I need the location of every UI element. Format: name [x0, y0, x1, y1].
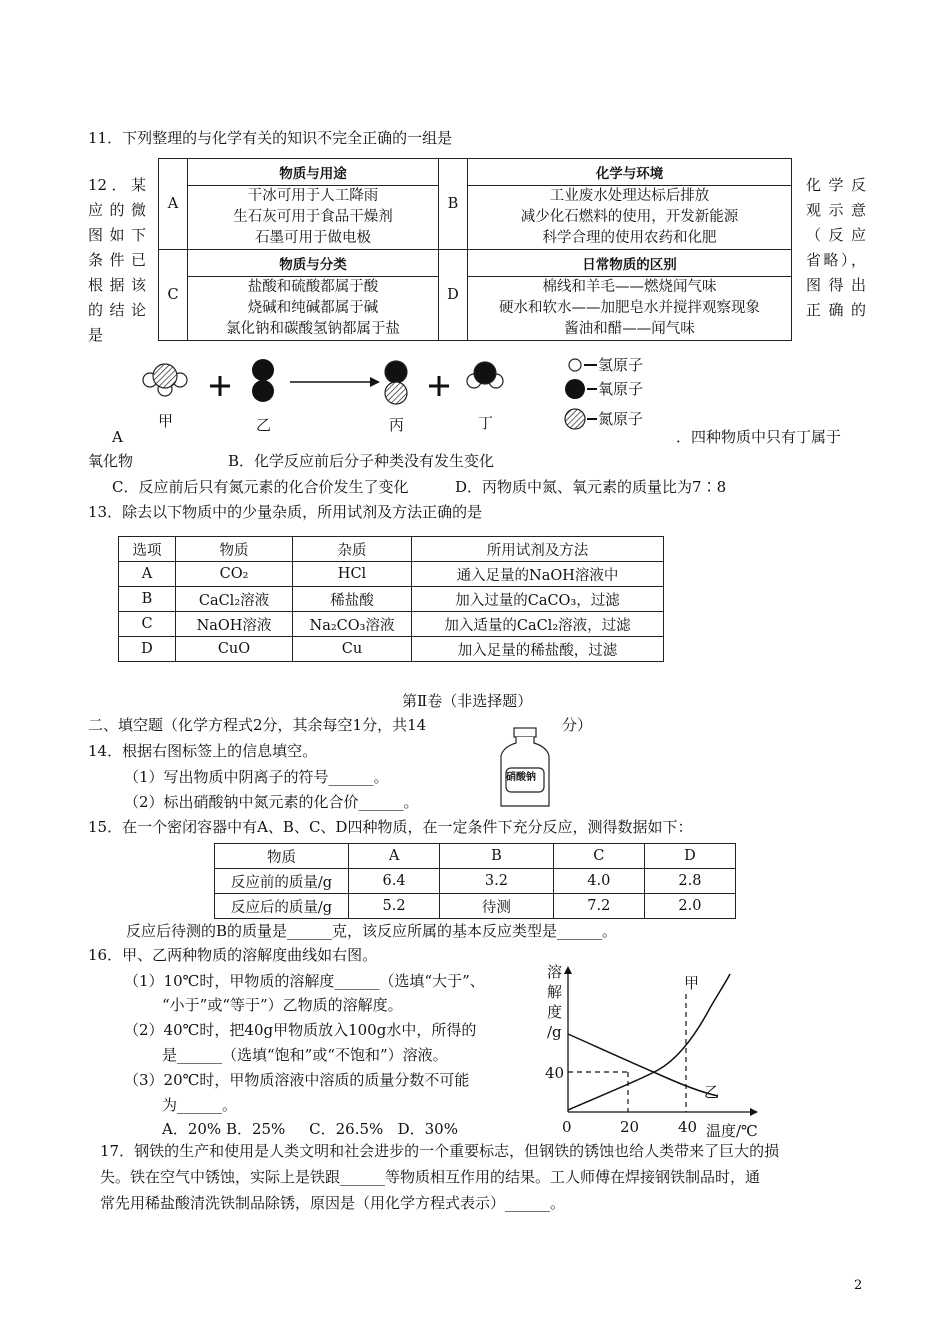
legend-nitrogen-label: 氮原子: [598, 410, 644, 428]
q11-body-c: 盐酸和硫酸都属于酸 烧碱和纯碱都属于碱 氯化钠和碳酸氢钠都属于盐: [188, 277, 439, 341]
q12-reaction-diagram: [138, 356, 858, 436]
q11-body-b: 工业废水处理达标后排放 减少化石燃料的使用，开发新能源 科学合理的使用农药和化肥: [468, 186, 792, 250]
bottle-icon: [498, 726, 552, 810]
plus-icon: [429, 376, 449, 396]
label-jia: 甲: [158, 412, 174, 430]
chart-xlabel: 温度/℃: [706, 1122, 758, 1140]
molecule-ding: [467, 362, 503, 388]
arrow-icon: [290, 377, 380, 387]
q11-head-d: 日常物质的区别: [468, 250, 792, 277]
q11-label-a: A: [159, 159, 188, 250]
molecule-jia: [143, 364, 187, 396]
q12-option-a-cont: 氧化物: [88, 452, 134, 470]
chart-tick-y40: 40: [545, 1064, 565, 1082]
q16-part3-cont: 为______。: [162, 1096, 238, 1114]
q12-right-text: 化学反 观示意 （反应 省略）， 图得出 正确的: [806, 176, 866, 319]
q12-option-a-label: A: [112, 428, 123, 446]
q11-label-d: D: [439, 250, 468, 341]
legend-hydrogen-label: 氢原子: [598, 356, 644, 374]
table-row: D CuO Cu 加入足量的稀盐酸，过滤: [119, 637, 664, 662]
q13-table: [118, 536, 664, 662]
section2-heading-end: 分）: [562, 716, 593, 734]
part2-title: 第Ⅱ卷（非选择题）: [402, 692, 533, 710]
legend-oxygen-icon: [565, 379, 597, 399]
chart-tick-x20: 20: [620, 1118, 640, 1136]
q14-stem: 14．根据右图标签上的信息填空。: [88, 742, 318, 760]
q16-part2-cont: 是______（选填“饱和”或“不饱和”）溶液。: [162, 1046, 448, 1064]
q16-part1-cont: “小于”或“等于”）乙物质的溶解度。: [162, 996, 403, 1014]
q11-stem: 11．下列整理的与化学有关的知识不完全正确的一组是: [88, 129, 453, 147]
q12-left-text: 12．某 应的微 图如下 条件已 根据该 的结论 是: [88, 176, 146, 344]
chart-tick-x40: 40: [678, 1118, 698, 1136]
chart-ylabel: 溶 解 度 /g: [547, 963, 563, 1041]
table-row: 反应后的质量/g 5.2 待测 7.2 2.0: [215, 894, 736, 919]
section2-heading: 二、填空题（化学方程式2分，其余每空1分，共14: [88, 716, 427, 734]
q15-followup: 反应后待测的B的质量是______克，该反应所属的基本反应类型是______。: [126, 922, 618, 940]
q12-option-b: B．化学反应前后分子种类没有发生变化: [228, 452, 495, 470]
q12-option-c: C．反应前后只有氮元素的化合价发生了变化: [112, 478, 409, 496]
chart-curve-jia-label: 甲: [684, 974, 700, 992]
q13-stem: 13．除去以下物质中的少量杂质，所用试剂及方法正确的是: [88, 503, 483, 521]
q14-part1: （1）写出物质中阴离子的符号______。: [124, 768, 389, 786]
page-number: 2: [854, 1278, 863, 1293]
table-row: 选项 物质 杂质 所用试剂及方法: [119, 537, 664, 562]
q16-options: A．20% B．25% C．26.5% D．30%: [162, 1120, 458, 1138]
table-row: B CaCl₂溶液 稀盐酸 加入过量的CaCO₃，过滤: [119, 587, 664, 612]
q11-label-c: C: [159, 250, 188, 341]
table-row: C NaOH溶液 Na₂CO₃溶液 加入适量的CaCl₂溶液，过滤: [119, 612, 664, 637]
curve-yi: [568, 1034, 718, 1096]
q16-part2: （2）40℃时，把40g甲物质放入100g水中，所得的: [124, 1021, 477, 1039]
bottle-label: 硝酸钠: [506, 772, 536, 783]
label-ding: 丁: [478, 414, 494, 432]
table-row: 反应前的质量/g 6.4 3.2 4.0 2.8: [215, 869, 736, 894]
q11-head-b: 化学与环境: [468, 159, 792, 186]
q11-head-c: 物质与分类: [188, 250, 439, 277]
legend-nitrogen-icon: [565, 409, 597, 429]
label-bing: 丙: [389, 416, 405, 434]
molecule-bing: [385, 361, 407, 404]
q14-part2: （2）标出硝酸钠中氮元素的化合价______。: [124, 793, 419, 811]
q11-label-b: B: [439, 159, 468, 250]
chart-curve-yi-label: 乙: [704, 1083, 720, 1101]
solubility-chart: [540, 964, 760, 1144]
q16-part1: （1）10℃时，甲物质的溶解度______（选填“大于”、: [124, 972, 485, 990]
plus-icon: [210, 376, 230, 396]
q16-stem: 16．甲、乙两种物质的溶解度曲线如右图。: [88, 946, 378, 964]
q11-body-a: 干冰可用于人工降雨 生石灰可用于食品干燥剂 石墨可用于做电极: [188, 186, 439, 250]
q17-line2: 失。铁在空气中锈蚀，实际上是铁跟______等物质相互作用的结果。工人师傅在焊接钢铁制品时，通: [100, 1168, 761, 1186]
table-row: 物质 A B C D: [215, 844, 736, 869]
q11-head-a: 物质与用途: [188, 159, 439, 186]
molecule-yi: [252, 359, 274, 402]
q16-part3: （3）20℃时，甲物质溶液中溶质的质量分数不可能: [124, 1071, 470, 1089]
legend-oxygen-label: 氧原子: [598, 380, 644, 398]
q11-table: [158, 158, 792, 341]
label-yi: 乙: [256, 416, 272, 434]
table-row: A CO₂ HCl 通入足量的NaOH溶液中: [119, 562, 664, 587]
q12-option-d: D．丙物质中氮、氧元素的质量比为7∶8: [455, 478, 727, 496]
q11-body-d: 棉线和羊毛——燃烧闻气味 硬水和软水——加肥皂水并搅拌观察现象 酱油和醋——闻气味: [468, 277, 792, 341]
q15-stem: 15．在一个密闭容器中有A、B、C、D四种物质，在一定条件下充分反应，测得数据如下：: [88, 818, 693, 836]
legend-hydrogen-icon: [569, 359, 597, 371]
chart-tick-x0: 0: [562, 1118, 572, 1136]
q17-line3: 常先用稀盐酸清洗铁制品除锈，原因是（用化学方程式表示）______。: [100, 1194, 566, 1212]
q12-option-a: ．四种物质中只有丁属于: [676, 428, 842, 446]
q15-table: [214, 843, 736, 919]
q17-line1: 17．钢铁的生产和使用是人类文明和社会进步的一个重要标志，但钢铁的锈蚀也给人类带来了巨大的损: [100, 1142, 780, 1160]
